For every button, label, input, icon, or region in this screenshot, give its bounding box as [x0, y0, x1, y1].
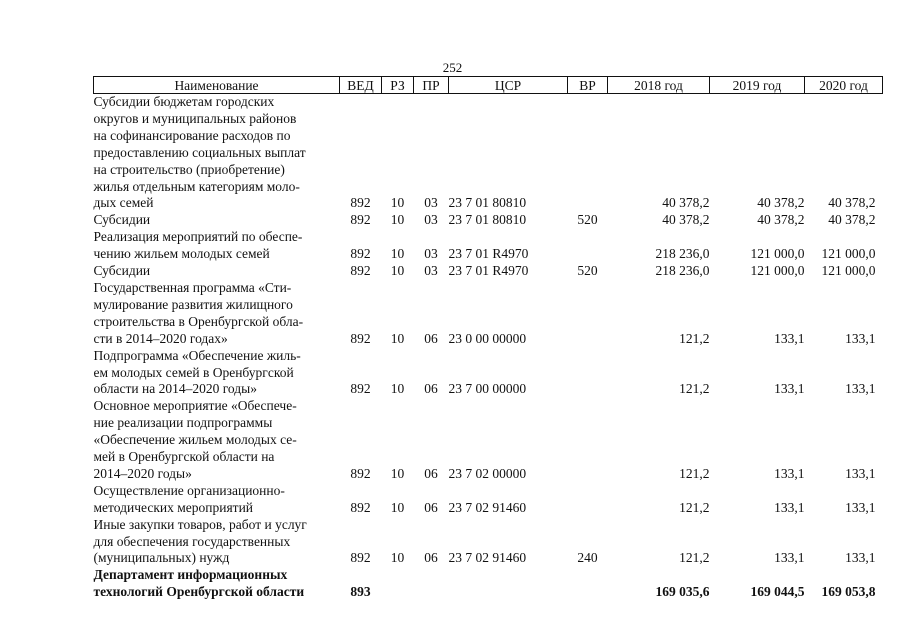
cell-2020: 169 053,8 — [821, 584, 876, 600]
cell-2019: 121 000,0 — [750, 263, 805, 279]
cell-2019: 40 378,2 — [757, 212, 805, 228]
cell-pr: 06 — [424, 550, 438, 566]
cell-vr — [568, 94, 608, 213]
cell-ved: 892 — [350, 550, 371, 566]
page-number: 252 — [442, 60, 463, 75]
cell-2018: 121,2 — [679, 550, 710, 566]
cell-pr: 06 — [424, 330, 438, 346]
cell-2018: 218 236,0 — [655, 263, 710, 279]
cell-csr: 23 0 00 00000 — [448, 330, 527, 346]
name-line: (муниципальных) нужд — [93, 550, 230, 566]
table-row — [94, 398, 883, 483]
name-line: Иные закупки товаров, работ и услуг — [93, 516, 307, 532]
cell-2019: 40 378,2 — [757, 195, 805, 211]
cell-vr — [568, 280, 608, 348]
cell-name — [94, 229, 340, 263]
header-2018: 2018 год — [608, 77, 710, 94]
cell-2020: 133,1 — [845, 550, 876, 566]
cell-name — [94, 348, 340, 399]
cell-rz: 10 — [390, 330, 405, 346]
cell-2018: 121,2 — [679, 465, 710, 481]
name-line: на софинансирование расходов по — [93, 127, 291, 143]
cell-2018: 121,2 — [679, 381, 710, 397]
cell-2020: 133,1 — [845, 499, 876, 515]
cell-csr: 23 7 02 91460 — [448, 499, 527, 515]
table-row — [94, 229, 883, 263]
name-line: области на 2014–2020 годы» — [93, 381, 257, 397]
cell-2020: 40 378,2 — [828, 212, 876, 228]
cell-rz: 10 — [390, 550, 405, 566]
table-header-row — [94, 77, 883, 94]
cell-2020: 133,1 — [845, 465, 876, 481]
cell-2019: 169 044,5 — [750, 584, 805, 600]
cell-pr: 06 — [424, 499, 438, 515]
name-line: мей в Оренбургской области на — [93, 449, 275, 465]
cell-pr: 03 — [424, 212, 438, 228]
cell-rz: 10 — [390, 212, 405, 228]
cell-2018: 169 035,6 — [655, 584, 710, 600]
header-2020: 2020 год — [805, 77, 883, 94]
cell-vr: 520 — [577, 212, 598, 228]
table-row — [94, 263, 883, 280]
name-line: Субсидии — [93, 212, 151, 228]
cell-rz: 10 — [390, 381, 405, 397]
cell-ved: 892 — [350, 381, 371, 397]
cell-csr: 23 7 01 80810 — [448, 195, 527, 211]
cell-2018: 40 378,2 — [662, 212, 710, 228]
cell-2019: 133,1 — [774, 550, 805, 566]
header-vr: ВР — [568, 77, 608, 94]
cell-name — [94, 280, 340, 348]
name-line: округов и муниципальных районов — [93, 110, 297, 126]
name-line: ние реализации подпрограммы — [93, 415, 273, 431]
cell-name — [94, 483, 340, 517]
cell-2019: 121 000,0 — [750, 246, 805, 262]
table-body — [94, 94, 883, 602]
cell-vr — [568, 398, 608, 483]
cell-rz: 10 — [390, 195, 405, 211]
cell-name — [94, 398, 340, 483]
cell-csr: 23 7 01 R4970 — [448, 263, 529, 279]
header-name: Наименование — [94, 77, 340, 94]
cell-pr: 03 — [424, 263, 438, 279]
cell-ved: 892 — [350, 330, 371, 346]
header-2019: 2019 год — [710, 77, 805, 94]
cell-vr: 240 — [577, 550, 598, 566]
cell-vr — [568, 567, 608, 601]
name-line: методических мероприятий — [93, 499, 254, 515]
cell-name — [94, 212, 340, 229]
cell-ved: 893 — [350, 584, 371, 600]
table-row — [94, 94, 883, 213]
name-line: сти в 2014–2020 годах» — [93, 330, 228, 346]
cell-ved: 892 — [350, 195, 371, 211]
cell-2018: 121,2 — [679, 330, 710, 346]
cell-2019: 133,1 — [774, 330, 805, 346]
name-line: Основное мероприятие «Обеспече- — [93, 398, 297, 414]
cell-pr: 03 — [424, 246, 438, 262]
cell-name — [94, 567, 340, 601]
cell-vr — [568, 483, 608, 517]
header-ved: ВЕД — [340, 77, 382, 94]
cell-ved: 892 — [350, 499, 371, 515]
cell-2019: 133,1 — [774, 465, 805, 481]
name-line: дых семей — [93, 195, 154, 211]
name-line: Осуществление организационно- — [93, 482, 285, 498]
name-line: на строительство (приобретение) — [93, 161, 285, 177]
name-line: мулирование развития жилищного — [93, 296, 293, 312]
cell-ved: 892 — [350, 465, 371, 481]
header-csr: ЦСР — [449, 77, 568, 94]
cell-2020: 40 378,2 — [828, 195, 876, 211]
table-row — [94, 483, 883, 517]
cell-name — [94, 517, 340, 568]
table-row — [94, 348, 883, 399]
cell-pr: 06 — [424, 381, 438, 397]
cell-2018: 218 236,0 — [655, 246, 710, 262]
table-row — [94, 517, 883, 568]
cell-vr: 520 — [577, 263, 598, 279]
cell-rz — [382, 567, 414, 601]
cell-csr: 23 7 00 00000 — [448, 381, 527, 397]
name-line: Подпрограмма «Обеспечение жиль- — [93, 347, 301, 363]
cell-ved: 892 — [350, 263, 371, 279]
cell-2018: 121,2 — [679, 499, 710, 515]
cell-csr: 23 7 01 80810 — [448, 212, 527, 228]
name-line: Государственная программа «Сти- — [93, 279, 292, 295]
name-line: технологий Оренбургской области — [93, 584, 305, 600]
name-line: Реализация мероприятий по обеспе- — [93, 229, 303, 245]
cell-rz: 10 — [390, 499, 405, 515]
cell-csr: 23 7 02 91460 — [448, 550, 527, 566]
cell-csr: 23 7 01 R4970 — [448, 246, 529, 262]
name-line: Субсидии — [93, 263, 151, 279]
cell-2018: 40 378,2 — [662, 195, 710, 211]
cell-2020: 133,1 — [845, 330, 876, 346]
cell-pr: 06 — [424, 465, 438, 481]
name-line: Субсидии бюджетам городских — [93, 94, 275, 109]
cell-pr: 03 — [424, 195, 438, 211]
name-line: строительства в Оренбургской обла- — [93, 313, 304, 329]
cell-rz: 10 — [390, 263, 405, 279]
cell-name — [94, 263, 340, 280]
cell-rz: 10 — [390, 246, 405, 262]
cell-2020: 133,1 — [845, 381, 876, 397]
name-line: предоставлению социальных выплат — [93, 144, 306, 160]
cell-2020: 121 000,0 — [821, 263, 876, 279]
cell-2019: 133,1 — [774, 381, 805, 397]
budget-table — [93, 76, 883, 601]
name-line: «Обеспечение жильем молодых се- — [93, 432, 297, 448]
name-line: 2014–2020 годы» — [93, 465, 192, 481]
header-rz: РЗ — [382, 77, 414, 94]
cell-vr — [568, 229, 608, 263]
cell-vr — [568, 348, 608, 399]
table-row — [94, 212, 883, 229]
table-row — [94, 567, 883, 601]
cell-csr: 23 7 02 00000 — [448, 465, 527, 481]
cell-rz: 10 — [390, 465, 405, 481]
cell-name — [94, 94, 340, 213]
name-line: ем молодых семей в Оренбургской — [93, 364, 294, 380]
cell-2020: 121 000,0 — [821, 246, 876, 262]
cell-ved: 892 — [350, 212, 371, 228]
table-row — [94, 280, 883, 348]
name-line: для обеспечения государственных — [93, 533, 291, 549]
name-line: Департамент информационных — [93, 567, 288, 583]
cell-pr — [414, 567, 449, 601]
header-pr: ПР — [414, 77, 449, 94]
cell-csr — [449, 567, 568, 601]
name-line: жилья отдельным категориям моло- — [93, 178, 300, 194]
name-line: чению жильем молодых семей — [93, 246, 270, 262]
cell-ved: 892 — [350, 246, 371, 262]
cell-2019: 133,1 — [774, 499, 805, 515]
